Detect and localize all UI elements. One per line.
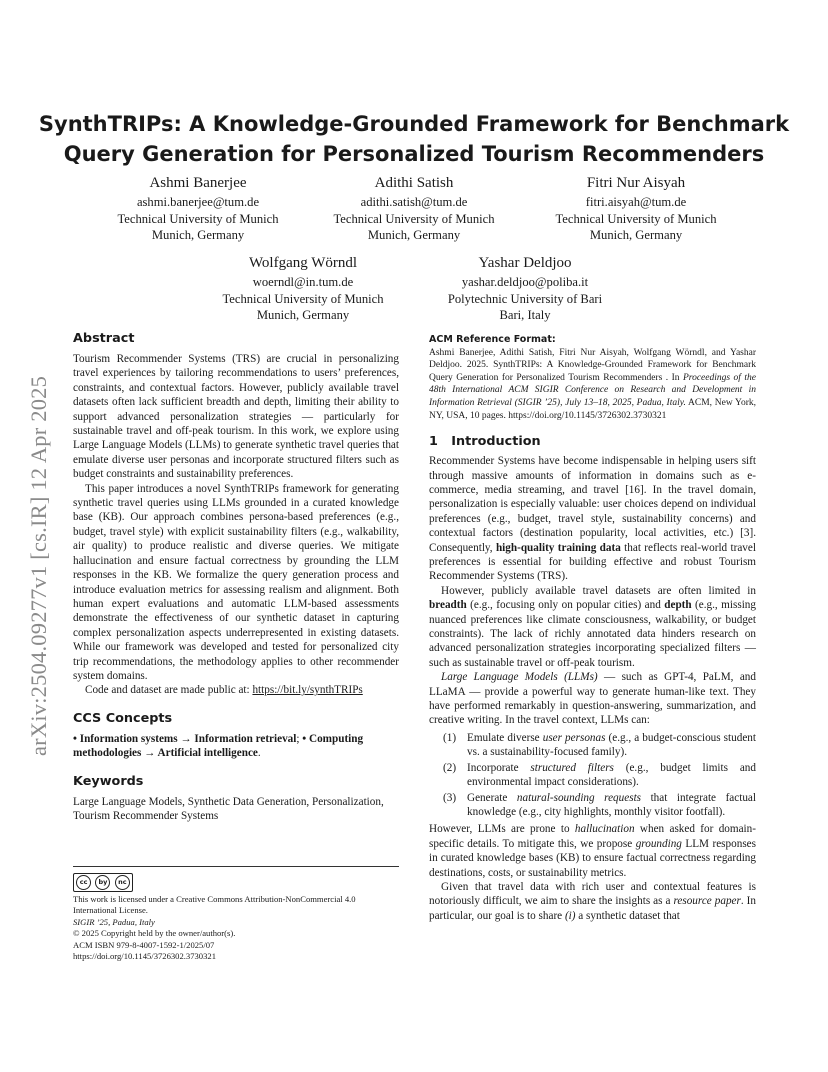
intro-p5-tail: a synthetic dataset that (575, 909, 680, 922)
acm-reference-text: Ashmi Banerjee, Adithi Satish, Fitri Nur Aisyah, Wolfgang Wörndl, and Yashar Deldjoo. 2025. SynthTRIPs: A Knowledge-Grounded Framework for Benchmark Query Generation for Personalized Tourism Recommenders . In (429, 347, 756, 383)
author-location: Munich, Germany (589, 228, 683, 242)
intro-paragraph-2 (429, 584, 756, 670)
intro-p4-tail: LLM responses in curated knowledge bases (KB) to ensure factual correctness regarding destinations, costs, or sustainability metrics. (429, 837, 756, 879)
intro-p1-tail: that reflects real-world travel preferences is essential for building effective and robust Tourism Recommender Systems (TRS). (429, 541, 756, 583)
author-location: Munich, Germany (256, 308, 350, 322)
list-text: Emulate diverse (467, 731, 543, 744)
llm-capabilities-list (429, 731, 756, 819)
intro-p1-text: Recommender Systems have become indispensable in helping users sift through massive amounts of information in domains such as e-commerce, media streaming, and travel [16]. In the travel domain, personalization is especially valuable: user choices depend on individual preferences (e.g., budget, travel style, sustainability concerns) and contextual factors (destination popularity, local activities, etc.) [3]. Consequently, (429, 455, 756, 554)
ccs-separator: ; (296, 732, 303, 745)
author-affiliation: Technical University of Munich (117, 211, 279, 226)
intro-paragraph-1 (429, 454, 756, 584)
license-block (73, 873, 399, 962)
intro-p2-text: However, publicly available travel datasets are often limited in (441, 584, 756, 597)
list-item (429, 791, 756, 820)
intro-p5-text: Given that travel data with rich user and contextual features is notoriously difficult, we aim to share the insights as a (429, 880, 756, 908)
author-block-4 (193, 253, 413, 324)
license-copyright: © 2025 Copyright held by the owner/author(s). (73, 928, 236, 939)
introduction-heading: 1 Introduction (429, 434, 541, 450)
list-emphasis: natural-sounding requests (516, 791, 642, 804)
ccs-item-information-systems: • Information systems → Information retrieval (73, 732, 297, 745)
author-name: Ashmi Banerjee (149, 175, 247, 191)
author-name: Yashar Deldjoo (478, 255, 572, 271)
abstract-paragraph-3 (73, 683, 399, 697)
acm-reference-heading: ACM Reference Format: (429, 334, 556, 345)
keywords-text: Large Language Models, Synthetic Data Generation, Personalization, Tourism Recommender Systems (73, 795, 384, 822)
license-statement: This work is licensed under a Creative Commons Attribution-NonCommercial 4.0 International License. (73, 894, 356, 916)
intro-p4-hallucination: hallucination (574, 823, 635, 836)
intro-paragraph-5 (429, 880, 756, 923)
author-block-5 (415, 253, 635, 324)
author-block-1 (88, 173, 308, 244)
abstract-heading: Abstract (73, 331, 135, 346)
list-text-tail: (e.g., budget limits and environmental impact considerations). (467, 761, 756, 789)
list-text: Incorporate (467, 761, 531, 774)
author-email: yashar.deldjoo@poliba.it (461, 275, 589, 289)
list-item (429, 731, 756, 760)
intro-p2-depth: depth (664, 599, 692, 612)
intro-p3-llm-term: Large Language Models (LLMs) (441, 671, 598, 684)
nc-icon: nc (115, 875, 130, 890)
cc-icon: cc (76, 875, 91, 890)
author-location: Bari, Italy (499, 308, 551, 322)
author-email: ashmi.banerjee@tum.de (136, 195, 260, 209)
ccs-heading: CCS Concepts (73, 710, 173, 726)
acm-reference-proceedings: Proceedings of the 48th International ACM SIGIR Conference on Research and Development in Information Retrieval (SIGIR ’25), July 13–18, 2025, Padua, Italy. (429, 372, 756, 408)
intro-p2-tail: (e.g., missing nuanced preferences like climate consciousness, walkability, or budget constraints). The lack of richly annotated data hinders research on advanced personalization strategies incorporating specialized filters — such as sustainable travel or off-peak tourism. (429, 599, 756, 669)
author-name: Adithi Satish (374, 175, 454, 191)
author-name: Fitri Nur Aisyah (586, 175, 686, 191)
author-affiliation: Technical University of Munich (222, 291, 384, 306)
acm-reference-tail: ACM, New York, NY, USA, 10 pages. https://doi.org/10.1145/3726302.3730321 (429, 397, 756, 421)
list-number: (3) (443, 791, 457, 804)
list-number: (1) (443, 731, 457, 744)
list-emphasis: user personas (542, 731, 606, 744)
list-item (429, 761, 756, 790)
list-text: Generate (467, 791, 517, 804)
right-column (429, 334, 756, 923)
intro-paragraph-4 (429, 822, 756, 880)
abstract-paragraph-1: Tourism Recommender Systems (TRS) are crucial in personalizing travel experiences by tailoring recommendations to users’ preferences, constraints, and contextual factors. However, publicly available travel datasets often lack sufficient breadth and depth, limiting their ability to support advanced personalization strategies — particularly for sustainable travel and off-peak tourism. In this work, we explore using Large Language Models (LLMs) to generate synthetic travel queries that emulate diverse user personas and incorporate structured filters such as budget constraints and sustainability preferences. (73, 353, 399, 481)
left-column (73, 331, 399, 823)
by-icon: by (95, 875, 110, 890)
author-email: adithi.satish@tum.de (360, 195, 468, 209)
intro-p2-mid: (e.g., focusing only on popular cities) and (466, 599, 665, 612)
intro-p4-grounding: grounding (635, 837, 682, 850)
author-affiliation: Technical University of Munich (333, 211, 495, 226)
author-affiliation: Technical University of Munich (555, 211, 717, 226)
author-email: woerndl@in.tum.de (252, 275, 354, 289)
arxiv-identifier: arXiv:2504.09277v1 [cs.IR] 12 Apr 2025 (26, 375, 51, 756)
paper-title (0, 109, 828, 169)
author-block-2 (304, 173, 524, 244)
ccs-concepts (73, 732, 399, 761)
list-text-tail: that integrate factual knowledge (e.g., city highlights, monthly visitor footfall). (467, 791, 756, 818)
list-text-tail: (e.g., a budget-conscious student vs. a sustainability-focused family). (467, 731, 756, 759)
intro-p1-bold: high-quality training data (495, 541, 621, 554)
license-doi: https://doi.org/10.1145/3726302.3730321 (73, 951, 216, 962)
author-block-3 (526, 173, 746, 244)
intro-p5-resource-paper: resource paper (673, 895, 741, 908)
license-venue: SIGIR ’25, Padua, Italy (73, 916, 155, 927)
list-number: (2) (443, 761, 457, 774)
intro-p2-breadth: breadth (429, 599, 467, 612)
author-location: Munich, Germany (151, 228, 245, 242)
title-line-2: Query Generation for Personalized Tourism Recommenders (63, 142, 765, 166)
list-emphasis: structured filters (530, 761, 614, 774)
intro-p5-item-i: (i) (564, 909, 576, 922)
dataset-link[interactable]: https://bit.ly/synthTRIPs (252, 684, 363, 697)
author-email: fitri.aisyah@tum.de (585, 195, 687, 209)
intro-paragraph-3 (429, 670, 756, 728)
intro-p4-text: However, LLMs are prone to (429, 823, 575, 836)
ccs-item-computing-methodologies: • Computing methodologies → Artificial intelligence (73, 732, 364, 760)
license-isbn: ACM ISBN 979-8-4007-1592-1/2025/07 (73, 939, 215, 950)
intro-p5-mid: . In particular, our goal is to share (429, 895, 756, 922)
license-divider (73, 866, 399, 867)
abstract-paragraph-2: This paper introduces a novel SynthTRIPs framework for generating synthetic travel queries using LLMs grounded in a curated knowledge base (KB). Our approach combines persona-based preferences (e.g., budget, travel style) with explicit sustainability filters (e.g., walkability, air quality) to produce realistic and diverse queries. We mitigate hallucination and ensure factual correctness by grounding the LLM responses in the KB. We formalize the query generation process and introduce evaluation metrics for assessing realism and alignment. Both human expert evaluations and automatic LLM-based assessments demonstrate the effectiveness of our synthetic dataset in capturing complex personalization aspects underrepresented in existing datasets. While our framework was developed and tested for personalized city trip recommendations, the methodology applies to other recommender system domains. (73, 482, 399, 682)
author-affiliation: Polytechnic University of Bari (447, 291, 603, 306)
ccs-end: . (257, 747, 261, 760)
cc-by-nc-license-icon (73, 873, 133, 892)
code-availability-text: Code and dataset are made public at: (85, 684, 253, 697)
title-line-1: SynthTRIPs: A Knowledge-Grounded Framework for Benchmark (38, 112, 790, 136)
acm-reference (429, 334, 756, 422)
author-location: Munich, Germany (367, 228, 461, 242)
keywords-heading: Keywords (73, 773, 144, 789)
intro-p3-text: — such as GPT-4, PaLM, and LLaMA — provide a powerful way to generate human-like text. They have performed remarkably in question-answering, summarization, and creative writing. In the travel context, LLMs can: (429, 671, 756, 727)
intro-p4-mid: when asked for domain-specific details. To mitigate this, we propose (429, 823, 756, 850)
author-name: Wolfgang Wörndl (248, 255, 358, 271)
